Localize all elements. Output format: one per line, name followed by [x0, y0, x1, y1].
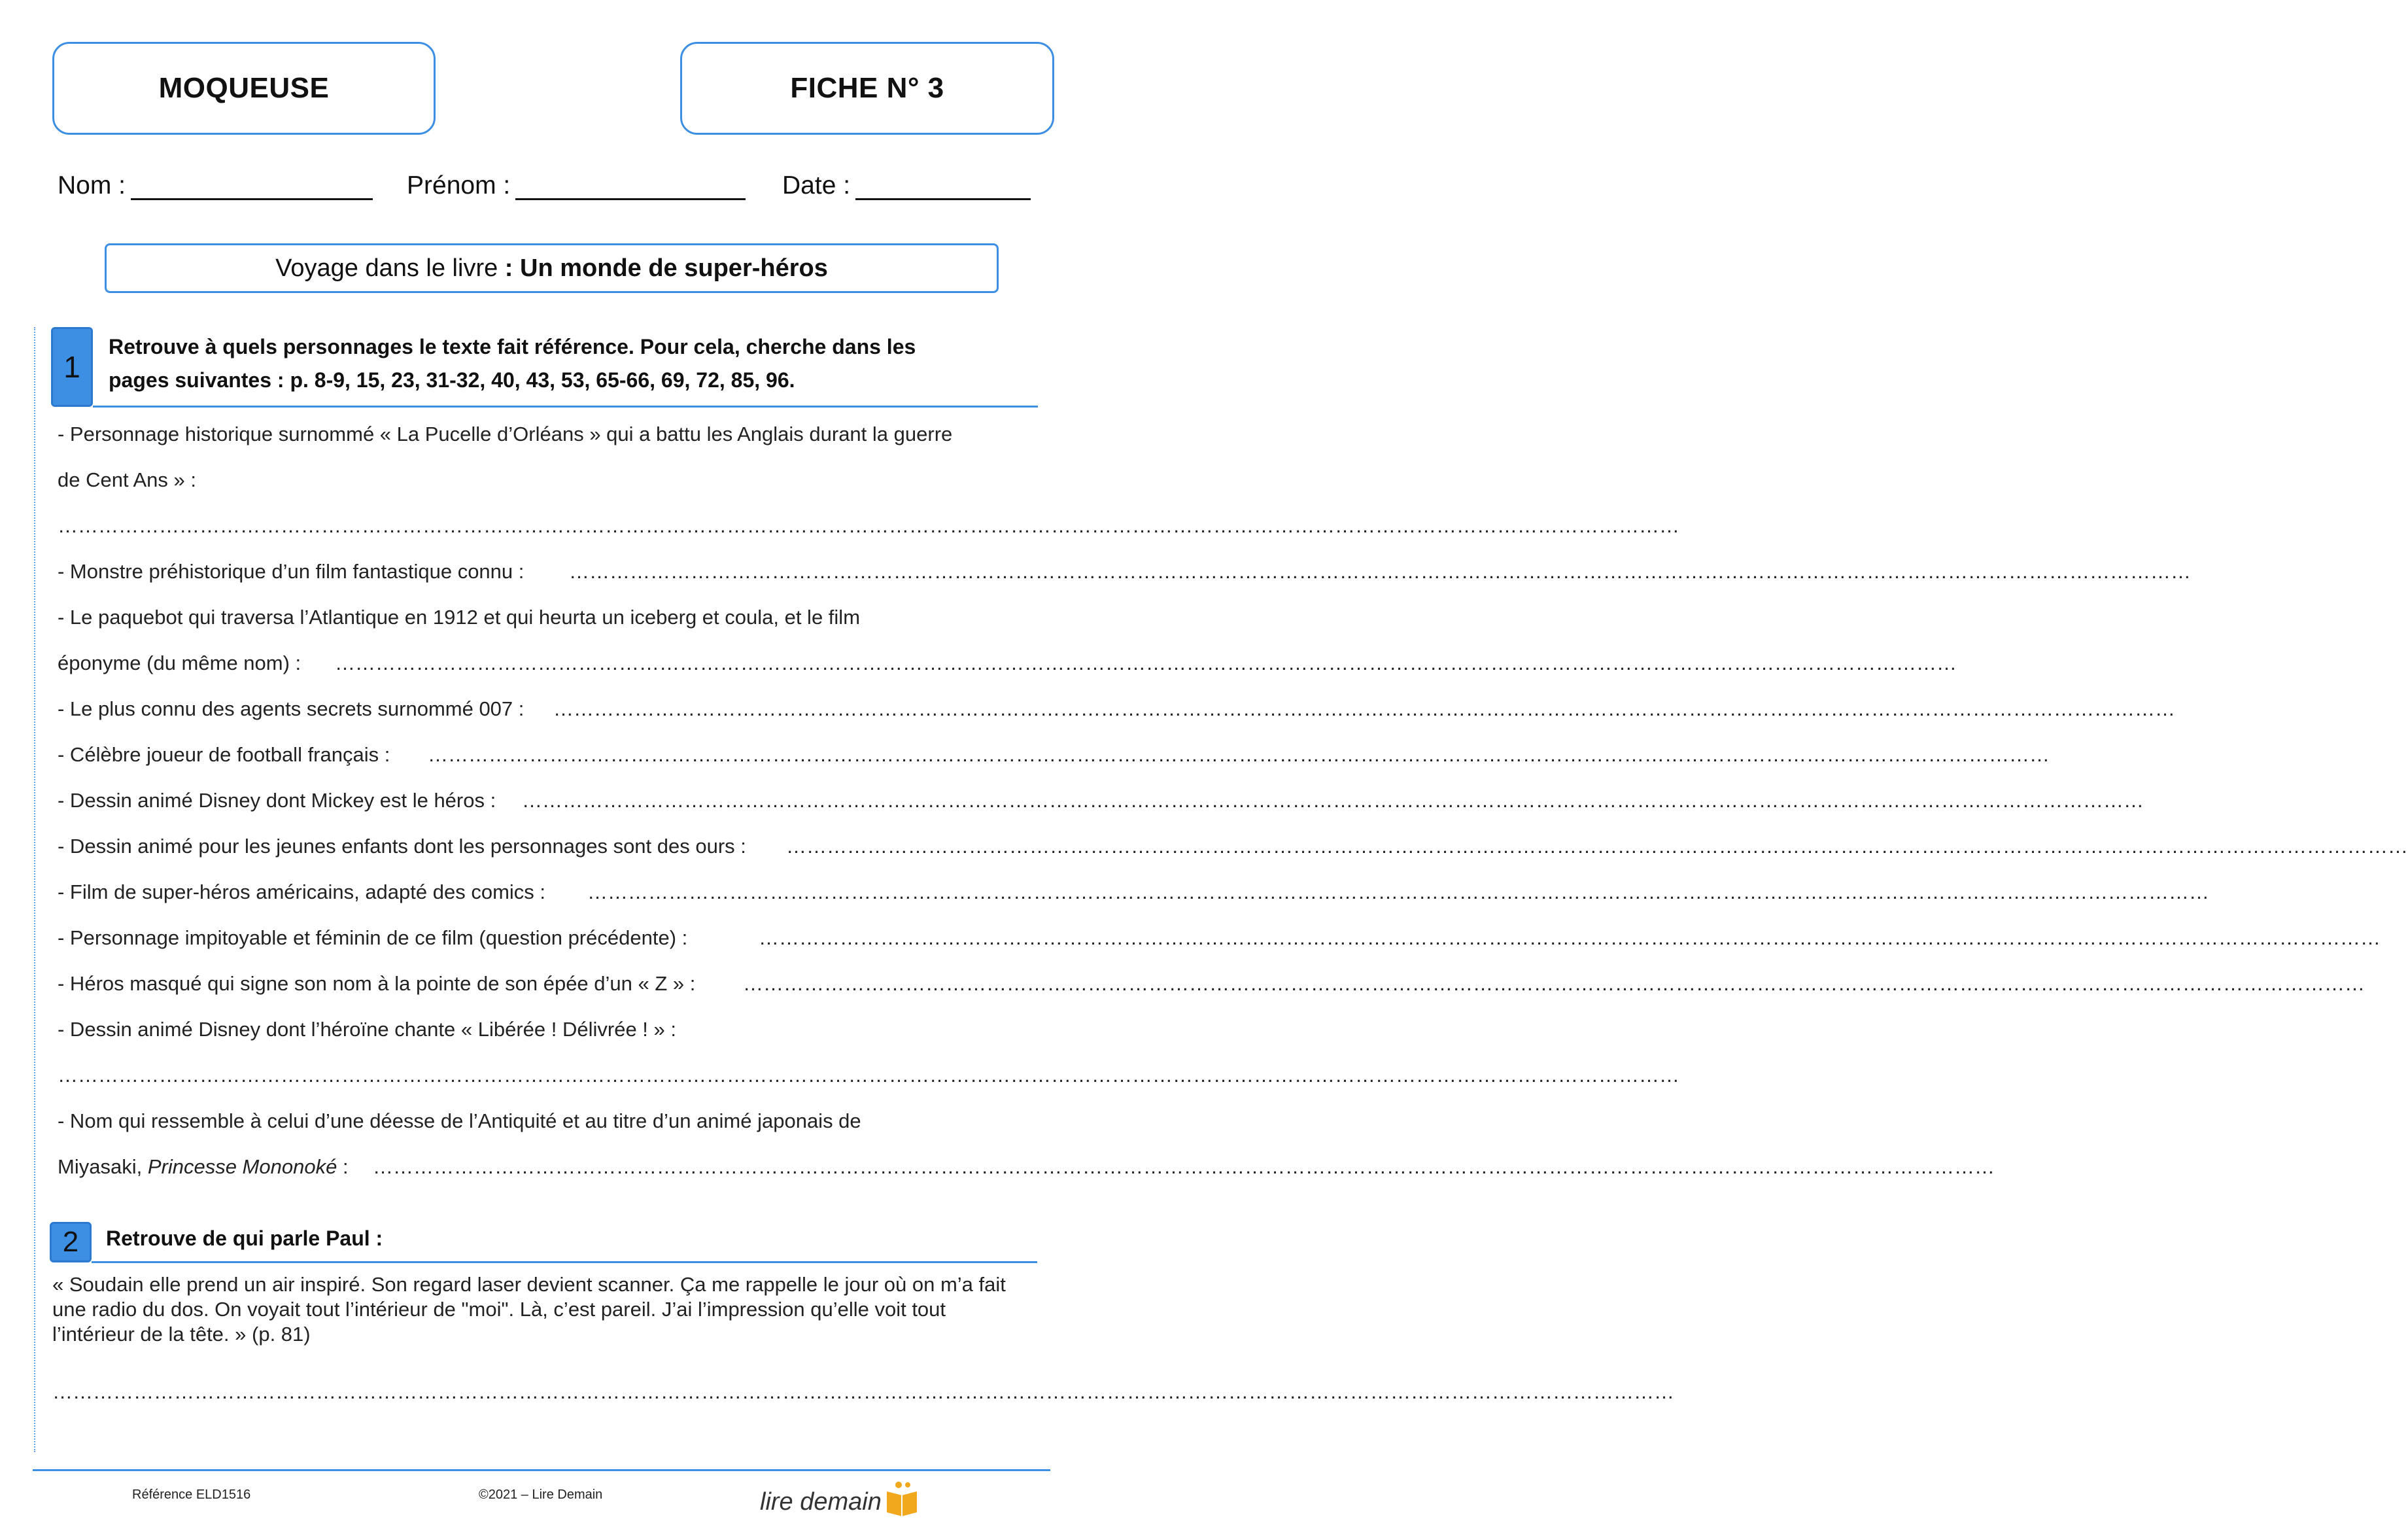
q10-item — [58, 972, 695, 996]
q6-item — [58, 789, 496, 812]
exercise-1-rule — [93, 406, 1038, 408]
exercise-1-number: 1 — [63, 350, 80, 384]
q4-text: - Le plus connu des agents secrets surnommé 007 : — [58, 697, 525, 720]
book-title-prefix: Voyage dans le livre — [275, 254, 498, 282]
title-box-moqueuse — [52, 42, 436, 135]
q4-answer-line[interactable]: …………………………………………………………………………………………………………………………………………………………………………………………………………………… — [553, 697, 2175, 720]
q3-line1: - Le paquebot qui traversa l’Atlantique en 1912 et qui heurta un iceberg et coula, et le film — [58, 606, 861, 629]
q6-answer-line[interactable]: …………………………………………………………………………………………………………………………………………………………………………………………………………………… — [522, 789, 2144, 812]
q5-answer-line[interactable]: …………………………………………………………………………………………………………………………………………………………………………………………………………………… — [428, 743, 2050, 766]
q9-item — [58, 926, 687, 950]
q2-answer-line[interactable]: …………………………………………………………………………………………………………………………………………………………………………………………………………………… — [569, 560, 2191, 583]
q8-answer-line[interactable]: …………………………………………………………………………………………………………………………………………………………………………………………………………………… — [587, 880, 2209, 903]
q6-text: - Dessin animé Disney dont Mickey est le héros : — [58, 789, 496, 812]
q8-text: - Film de super-héros américains, adapté des comics : — [58, 880, 546, 903]
field-nom — [58, 171, 373, 200]
q4-item — [58, 697, 524, 721]
field-nom-line[interactable] — [131, 175, 373, 200]
field-date — [782, 171, 1031, 200]
field-date-label: Date : — [782, 171, 851, 200]
q3-answer-line[interactable]: …………………………………………………………………………………………………………………………………………………………………………………………………………………… — [335, 652, 1957, 674]
q8-item — [58, 880, 545, 904]
field-prenom-label: Prénom : — [407, 171, 511, 200]
field-prenom-line[interactable] — [515, 175, 746, 200]
q11-answer-line[interactable]: …………………………………………………………………………………………………………………………………………………………………………………………………………………… — [58, 1064, 1679, 1087]
q5-text: - Célèbre joueur de football français : — [58, 743, 390, 766]
q1-line1: - Personnage historique surnommé « La Pucelle d’Orléans » qui a battu les Anglais durant la guerre — [58, 423, 953, 445]
title-box-fiche — [680, 42, 1054, 135]
logo-text: lire demain — [760, 1488, 882, 1516]
footer-rule — [33, 1469, 1050, 1471]
sheet-number: FICHE N° 3 — [790, 72, 944, 104]
exercise-2-badge — [50, 1222, 92, 1262]
q3-text: éponyme (du même nom) : — [58, 652, 301, 674]
exercise-2-rule — [92, 1261, 1037, 1263]
field-prenom — [407, 171, 746, 200]
book-title-box — [105, 243, 999, 293]
q12-item — [58, 1155, 349, 1179]
q9-answer-line[interactable]: …………………………………………………………………………………………………………………………………………………………………………………………………………………… — [759, 926, 2381, 949]
field-date-line[interactable] — [855, 175, 1031, 200]
q2-item — [58, 560, 524, 583]
q13-answer-line[interactable]: …………………………………………………………………………………………………………………………………………………………………………………………………………………… — [52, 1380, 1674, 1403]
q9-text: - Personnage impitoyable et féminin de ce film (question précédente) : — [58, 926, 688, 949]
q1-answer-line[interactable]: …………………………………………………………………………………………………………………………………………………………………………………………………………………… — [58, 514, 1679, 537]
exercise-2-instruction: Retrouve de qui parle Paul : — [106, 1226, 383, 1250]
book-title: Un monde de super-héros — [520, 254, 828, 282]
footer-copyright: ©2021 – Lire Demain — [479, 1487, 603, 1502]
q12-colon: : — [337, 1155, 349, 1178]
q10-text: - Héros masqué qui signe son nom à la pointe de son épée d’un « Z » : — [58, 972, 696, 995]
series-title: MOQUEUSE — [158, 72, 330, 104]
q5-item — [58, 743, 390, 767]
q12-answer-line[interactable]: …………………………………………………………………………………………………………………………………………………………………………………………………………………… — [373, 1155, 1995, 1178]
book-icon — [884, 1480, 920, 1516]
footer-reference: Référence ELD1516 — [132, 1487, 251, 1502]
q7-text: - Dessin animé pour les jeunes enfants dont les personnages sont des ours : — [58, 835, 746, 858]
q1-line2: de Cent Ans » : — [58, 468, 196, 491]
lire-demain-logo — [760, 1480, 920, 1516]
q10-answer-line[interactable]: …………………………………………………………………………………………………………………………………………………………………………………………………………………… — [743, 972, 2365, 995]
q3-item — [58, 652, 301, 675]
q2-text: - Monstre préhistorique d’un film fantastique connu : — [58, 560, 525, 583]
book-title-separator: : — [498, 254, 521, 282]
margin-dotted-line — [34, 327, 35, 1452]
exercise-1-instruction — [109, 330, 916, 397]
exercise-1-line2: pages suivantes : p. 8-9, 15, 23, 31-32, 40, 43, 53, 65-66, 69, 72, 85, 96. — [109, 368, 795, 392]
exercise-1-line1: Retrouve à quels personnages le texte fait référence. Pour cela, cherche dans les — [109, 335, 916, 358]
field-nom-label: Nom : — [58, 171, 126, 200]
q12-text: Miyasaki, — [58, 1155, 143, 1178]
paul-quote: « Soudain elle prend un air inspiré. Son regard laser devient scanner. Ça me rappelle le jour où on m’a fait une radio du dos. On voyait tout l’intérieur de "moi". Là, c’est pareil. J’ai l’impression qu’elle voit tout l’intérieur de la tête. » (p. 81) — [52, 1273, 1006, 1346]
q7-answer-line[interactable]: …………………………………………………………………………………………………………………………………………………………………………………………………………………… — [786, 835, 2408, 858]
q12-line1: - Nom qui ressemble à celui d’une déesse de l’Antiquité et au titre d’un animé japonais de — [58, 1109, 861, 1132]
q12-film-title: Princesse Mononoké — [147, 1155, 337, 1178]
exercise-1-badge — [51, 327, 93, 407]
exercise-2-number: 2 — [62, 1226, 79, 1258]
q7-item — [58, 835, 746, 858]
q11-line1: - Dessin animé Disney dont l’héroïne chante « Libérée ! Délivrée ! » : — [58, 1018, 676, 1041]
